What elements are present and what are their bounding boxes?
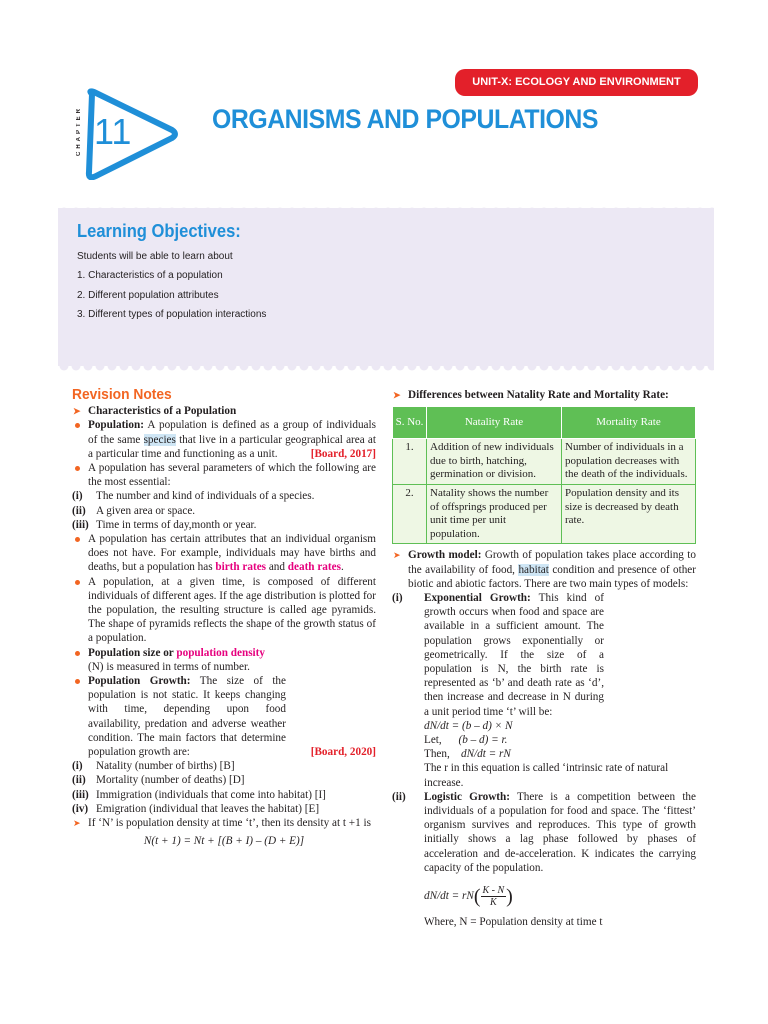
parameter-item: (iii) Time in terms of day,month or year. bbox=[72, 518, 257, 531]
exp-r-note: The r in this equation is called ‘intrinsic rate of natural increase. bbox=[424, 762, 669, 789]
stamp-edge-top bbox=[58, 204, 714, 212]
density-formula: N(t + 1) = Nt + [(B + I) – (D + E)] bbox=[143, 835, 305, 848]
objective-item: 1. Characteristics of a population bbox=[77, 270, 223, 281]
parameter-item: (ii) A given area or space. bbox=[72, 504, 196, 517]
density-note: ➤ If ‘N’ is population density at time ‘t’, then its density at t +1 is bbox=[72, 816, 376, 830]
table-header: Natality Rate bbox=[427, 407, 562, 439]
chapter-label: CHAPTER bbox=[76, 106, 82, 157]
where-note: Where, N = Population density at time t bbox=[424, 916, 603, 929]
population-growth-paragraph: Population Growth: The size of the population is not static. It keeps changing with time, depending upon food availability, predation and adverse weather condition. The main factors that determine population growth are: bbox=[72, 674, 376, 759]
left-column bbox=[72, 388, 376, 849]
board-reference: [Board, 2017] bbox=[310, 447, 376, 460]
table-heading: ➤ Differences between Natality Rate and Mortality Rate: bbox=[392, 388, 696, 402]
heading-characteristics: ➤ Characteristics of a Population bbox=[72, 404, 376, 418]
learning-objectives-title: Learning Objectives: bbox=[77, 221, 241, 241]
table-row bbox=[393, 484, 696, 543]
table-cell: Population density and its size is decreased by death rate. bbox=[562, 484, 696, 543]
exp-equation: Then, dN/dt = rN bbox=[424, 748, 511, 761]
factor-item: (i) Natality (number of births) [B] bbox=[72, 760, 235, 773]
age-pyramid-paragraph: A population, at a given time, is composed of different individuals of different ages. If the age distribution is plotted for the population, the resulting structure is called age pyramids. The shape of pyramids reflects the shape of the growth status of a population. bbox=[72, 575, 376, 646]
table-header: Mortality Rate bbox=[562, 407, 696, 439]
parameters-intro: A population has several parameters of which the following are the most essential: bbox=[72, 461, 376, 489]
right-column bbox=[392, 388, 696, 929]
exponential-growth-paragraph: (i) Exponential Growth: This kind of growth occurs when food and space are available in a sufficient amount. The population grows exponentially or geometrically. If the size of a population is N, the birth rate is represented as ‘b’ and death rate as ‘d’, then increase and decrease in N during a unit period time ‘t’ will be: bbox=[392, 591, 604, 718]
objectives-intro: Students will be able to learn about bbox=[77, 251, 233, 262]
logistic-equation: dN/dt = rN( $\frac{K - N}{K}$ ) bbox=[424, 884, 513, 908]
board-reference: [Board, 2020] bbox=[310, 746, 376, 759]
table-cell: Natality shows the number of offsprings produced per unit time per unit population. bbox=[427, 484, 562, 543]
attributes-paragraph: A population has certain attributes that an individual organism does not have. For example, individuals may have births and deaths, but a population has birth rates and death rates. bbox=[72, 532, 376, 575]
objective-item: 2. Different population attributes bbox=[77, 290, 219, 301]
chapter-number: 11 bbox=[94, 111, 132, 152]
chapter-title: ORGANISMS AND POPULATIONS bbox=[212, 104, 598, 134]
table-cell: Addition of new individuals due to birth, hatching, germination or division. bbox=[427, 439, 562, 485]
population-definition: Population: A population is defined as a group of individuals of the same species that live in a particular geographical area at a particular time and functioning as a unit. [Board, 2017] bbox=[72, 418, 376, 461]
population-size-paragraph: Population size or population density (N) is measured in terms of number. bbox=[72, 646, 376, 674]
stamp-edge-bottom bbox=[58, 366, 714, 374]
exp-equation: Let, (b – d) = r. bbox=[424, 734, 508, 746]
revision-notes-title: Revision Notes bbox=[72, 386, 172, 403]
exp-equation: dN/dt = (b – d) × N bbox=[424, 719, 513, 732]
objective-item: 3. Different types of population interactions bbox=[77, 309, 267, 320]
logistic-growth-paragraph: (ii) Logistic Growth: There is a competition between the individuals of a population for food and space. The ‘fittest’ organism survives and reproduces. This type of growth initially shows a lag phase followed by phases of acceleration and de-acceleration. K indicates the carrying capacity of the population. bbox=[392, 790, 696, 874]
natality-mortality-table bbox=[392, 406, 696, 544]
factor-item: (ii) Mortality (number of deaths) [D] bbox=[72, 774, 245, 787]
factor-item: (iii) Immigration (individuals that come into habitat) [I] bbox=[72, 788, 326, 801]
growth-model-paragraph: ➤ Growth model: Growth of population takes place according to the availability of food, habitat condition and presence of other biotic and abiotic factors. There are two main types of models: bbox=[392, 548, 696, 591]
table-cell: 2. bbox=[393, 484, 427, 543]
factor-item: (iv) Emigration (individual that leaves the habitat) [E] bbox=[72, 802, 320, 815]
parameter-item: (i) The number and kind of individuals of a species. bbox=[72, 490, 315, 503]
table-cell: 1. bbox=[393, 439, 427, 485]
table-cell: Number of individuals in a population decreases with the death of the individuals. bbox=[562, 439, 696, 485]
table-header: S. No. bbox=[393, 407, 427, 439]
table-row bbox=[393, 439, 696, 485]
unit-badge: UNIT-X: ECOLOGY AND ENVIRONMENT bbox=[455, 69, 698, 96]
